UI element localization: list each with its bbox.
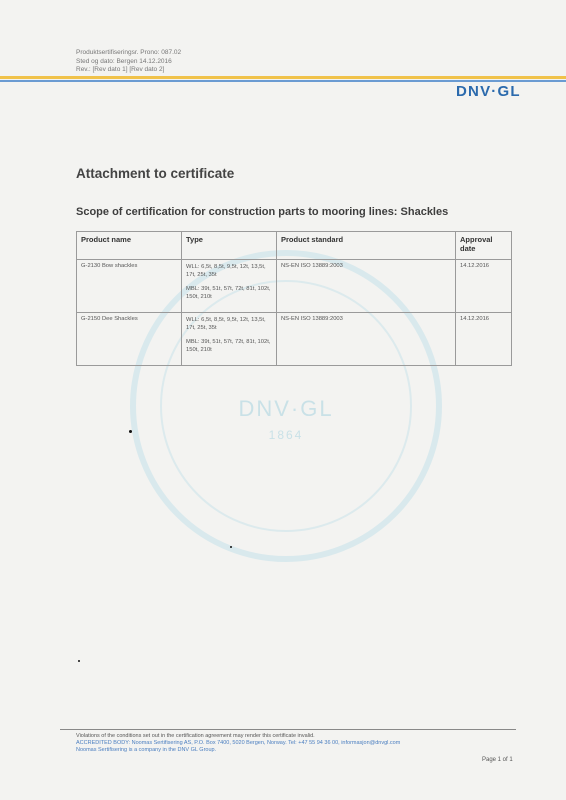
scan-speck: [230, 546, 232, 548]
header-blue-rule: [0, 80, 566, 82]
dnvgl-logo: DNV·GL: [456, 83, 521, 100]
mbl-text: MBL: 39t, 51t, 57t, 72t, 81t, 102t, 150t, 210t: [186, 339, 271, 353]
table-header-row: [77, 232, 512, 260]
product-name-cell: G-2150 Dee Shackles: [77, 313, 182, 366]
column-header-approval-date: Approval date: [456, 232, 512, 260]
approval-date-cell: 14.12.2016: [456, 313, 512, 366]
mbl-text: MBL: 39t, 51t, 57t, 72t, 81t, 102t, 150t, 210t: [186, 286, 271, 300]
footer-validity-note: Violations of the conditions set out in the certification agreement may render this certificate invalid.: [76, 733, 315, 739]
type-cell: [182, 313, 277, 366]
table-row: [77, 260, 512, 313]
footer-group-note: Noomas Sertifisering is a company in the DNV GL Group.: [76, 747, 217, 753]
footer-accredited-body: ACCREDITED BODY: Noomas Sertifisering AS, P.O. Box 7400, 5020 Bergen, Norway. Tel: +47 55 94 36 00, informasjon@dnvgl.com: [76, 740, 401, 746]
header-meta: [76, 49, 181, 75]
seal-logo-text: DNV·GL: [238, 396, 334, 421]
footer-rule: [60, 729, 516, 730]
scope-table: [76, 231, 512, 366]
product-standard-cell: NS-EN ISO 13889:2003: [277, 313, 456, 366]
column-header-product-name: Product name: [77, 232, 182, 260]
scan-speck: [78, 660, 80, 662]
type-cell: [182, 260, 277, 313]
approval-date-cell: 14.12.2016: [456, 260, 512, 313]
page-number: Page 1 of 1: [482, 757, 513, 763]
product-name-cell: G-2130 Bow shackles: [77, 260, 182, 313]
scope-subtitle: Scope of certification for construction parts to mooring lines: Shackles: [76, 206, 449, 218]
page-title: Attachment to certificate: [76, 166, 235, 181]
wll-text: WLL: 6,5t, 8,5t, 9,5t, 12t, 13,5t, 17t, 25t, 35t: [186, 317, 266, 331]
product-standard-cell: NS-EN ISO 13889:2003: [277, 260, 456, 313]
scan-speck: [129, 430, 132, 433]
footer: [76, 733, 400, 754]
header-gold-rule: [0, 76, 566, 79]
header-meta-line: Sted og dato: Bergen 14.12.2016: [76, 57, 172, 65]
column-header-product-standard: Product standard: [277, 232, 456, 260]
header-meta-line: Produktsertifiseringsr. Prono: 087.02: [76, 49, 182, 56]
column-header-type: Type: [182, 232, 277, 260]
seal-year-text: 1864: [268, 428, 304, 442]
wll-text: WLL: 6,5t, 8,5t, 9,5t, 12t, 13,5t, 17t, 25t, 35t: [186, 264, 266, 278]
table-row: [77, 313, 512, 366]
header-meta-line: Rev.: [Rev dato 1] [Rev dato 2]: [76, 66, 165, 74]
